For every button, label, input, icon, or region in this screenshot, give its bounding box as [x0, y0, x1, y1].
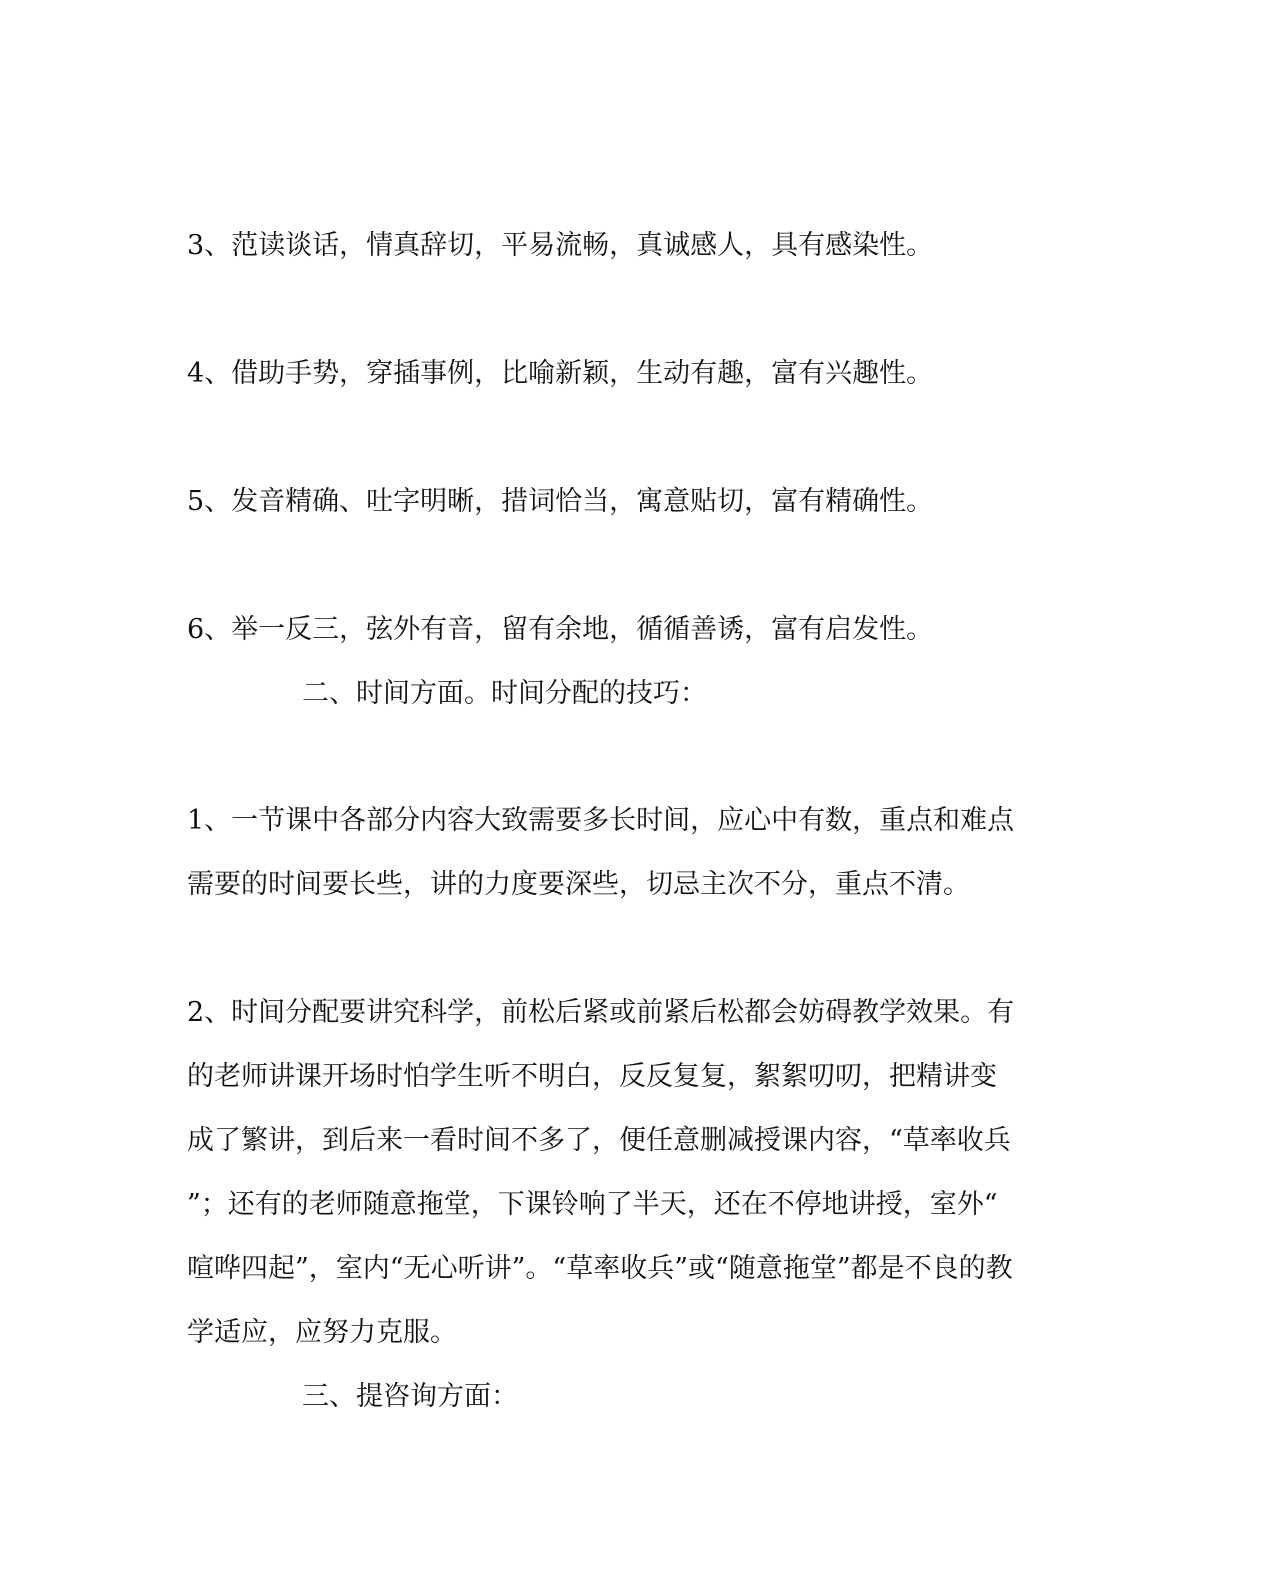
section-two-heading: 二、时间方面。时间分配的技巧：	[302, 678, 707, 709]
section-three-heading: 三、提咨询方面：	[302, 1381, 518, 1412]
item-4: 4、借助手势，穿插事例，比喻新颖，生动有趣，富有兴趣性。	[187, 358, 934, 389]
section-two-item2-line5: 喧哗四起”，室内“无心听讲”。“草率收兵”或“随意拖堂”都是不良的教	[187, 1253, 1013, 1284]
section-two-item1-line1: 1、一节课中各部分内容大致需要多长时间，应心中有数，重点和难点	[187, 805, 1015, 836]
item-3: 3、范读谈话，情真辞切，平易流畅，真诚感人，具有感染性。	[187, 230, 934, 261]
section-two-item2-line1: 2、时间分配要讲究科学，前松后紧或前紧后松都会妨碍教学效果。有	[187, 997, 1015, 1028]
section-two-item2-line4: ”；还有的老师随意拖堂，下课铃响了半天，还在不停地讲授，室外“	[187, 1189, 998, 1220]
section-two-item2-line3: 成了繁讲，到后来一看时间不多了，便任意删减授课内容，“草率收兵	[187, 1125, 1011, 1156]
section-two-item2-line6: 学适应，应努力克服。	[187, 1317, 457, 1348]
item-6: 6、举一反三，弦外有音，留有余地，循循善诱，富有启发性。	[187, 614, 934, 645]
item-5: 5、发音精确、吐字明晰，措词恰当，寓意贴切，富有精确性。	[187, 486, 934, 517]
section-two-item1-line2: 需要的时间要长些，讲的力度要深些，切忌主次不分，重点不清。	[187, 869, 970, 900]
section-two-item2-line2: 的老师讲课开场时怕学生听不明白，反反复复，絮絮叨叨，把精讲变	[187, 1061, 997, 1092]
